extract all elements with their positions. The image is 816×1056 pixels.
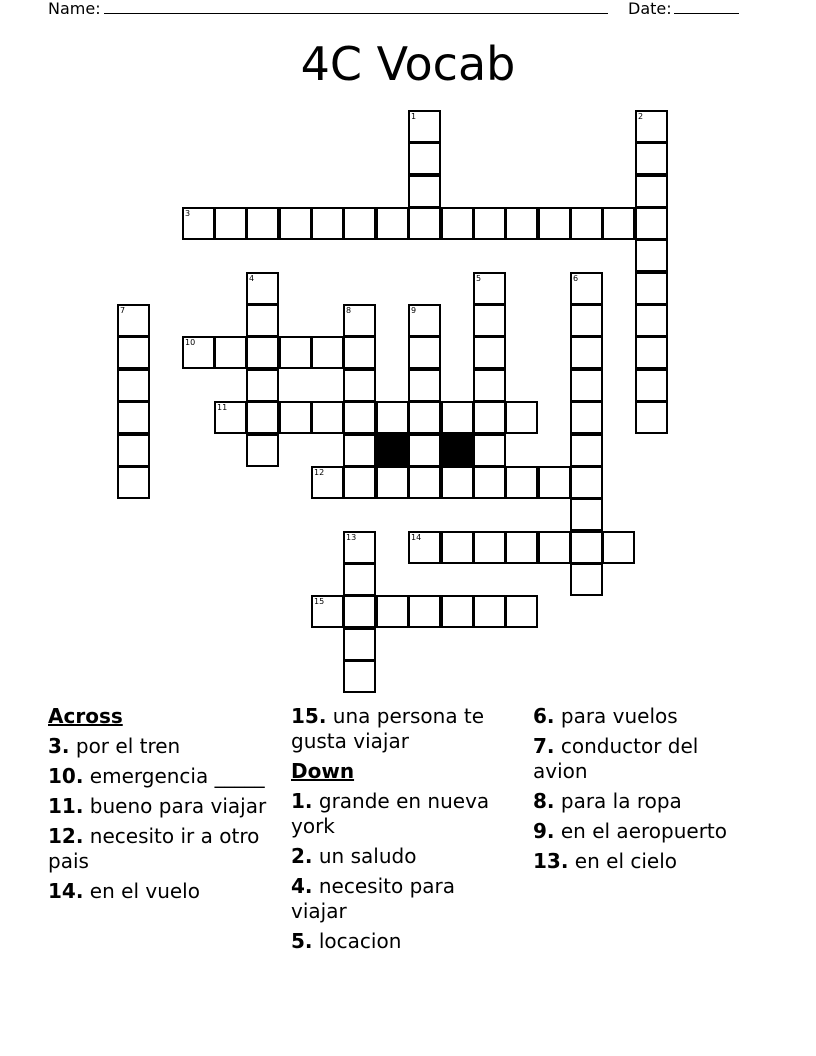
crossword-cell[interactable] [441, 401, 474, 434]
crossword-cell[interactable] [570, 466, 603, 499]
crossword-cell[interactable] [279, 401, 312, 434]
crossword-cell[interactable] [311, 207, 344, 240]
crossword-cell[interactable] [376, 401, 409, 434]
clue-across-11 [48, 794, 273, 819]
cell-number: 3 [185, 209, 191, 218]
crossword-cell[interactable] [117, 336, 150, 369]
crossword-cell[interactable] [408, 401, 441, 434]
crossword-cell[interactable] [343, 336, 376, 369]
clue-text: emergencia _____ [89, 764, 265, 788]
clue-number: 3. [48, 734, 70, 758]
crossword-cell[interactable] [408, 531, 441, 564]
crossword-cell[interactable] [246, 272, 279, 305]
cell-number: 9 [411, 306, 417, 315]
crossword-cell[interactable] [473, 304, 506, 337]
crossword-cell[interactable] [376, 466, 409, 499]
clue-number: 13. [533, 849, 569, 873]
crossword-cell[interactable] [408, 434, 441, 467]
across-heading: Across [48, 704, 123, 728]
crossword-block [376, 434, 409, 467]
crossword-cell[interactable] [246, 207, 279, 240]
crossword-cell[interactable] [441, 595, 474, 628]
crossword-cell[interactable] [635, 110, 668, 143]
crossword-cell[interactable] [441, 531, 474, 564]
crossword-cell[interactable] [117, 369, 150, 402]
clue-text: por el tren [75, 734, 181, 758]
clues-column-1 [48, 704, 273, 909]
crossword-cell[interactable] [441, 207, 474, 240]
clue-down-2 [291, 844, 516, 869]
cell-number: 7 [120, 306, 126, 315]
cell-number: 1 [411, 112, 417, 121]
clue-number: 12. [48, 824, 84, 848]
clue-number: 11. [48, 794, 84, 818]
crossword-block [441, 434, 474, 467]
crossword-cell[interactable] [311, 466, 344, 499]
crossword-cell[interactable] [408, 110, 441, 143]
cell-number: 15 [314, 597, 325, 606]
crossword-cell[interactable] [343, 304, 376, 337]
crossword-cell[interactable] [214, 401, 247, 434]
crossword-cell[interactable] [570, 304, 603, 337]
crossword-cell[interactable] [505, 401, 538, 434]
crossword-cell[interactable] [117, 401, 150, 434]
crossword-cell[interactable] [343, 207, 376, 240]
crossword-cell[interactable] [246, 401, 279, 434]
clue-text: necesito para viajar [291, 874, 455, 923]
crossword-cell[interactable] [635, 175, 668, 208]
clue-number: 14. [48, 879, 84, 903]
crossword-cell[interactable] [343, 434, 376, 467]
clue-number: 4. [291, 874, 313, 898]
clue-down-1 [291, 789, 516, 839]
crossword-cell[interactable] [246, 336, 279, 369]
cell-number: 11 [217, 403, 228, 412]
crossword-cell[interactable] [570, 207, 603, 240]
clues-column-2 [291, 704, 516, 959]
crossword-cell[interactable] [343, 660, 376, 693]
crossword-cell[interactable] [538, 531, 571, 564]
cell-number: 13 [346, 533, 357, 542]
clue-across-3 [48, 734, 273, 759]
crossword-cell[interactable] [408, 207, 441, 240]
crossword-cell[interactable] [538, 466, 571, 499]
clues-column-3 [533, 704, 758, 879]
clue-text: en el vuelo [89, 879, 200, 903]
crossword-cell[interactable] [408, 369, 441, 402]
clue-text: para la ropa [560, 789, 682, 813]
clue-across-14 [48, 879, 273, 904]
crossword-cell[interactable] [570, 369, 603, 402]
crossword-cell[interactable] [570, 434, 603, 467]
crossword-cell[interactable] [311, 595, 344, 628]
clue-number: 8. [533, 789, 555, 813]
clue-number: 1. [291, 789, 313, 813]
cell-number: 10 [185, 338, 196, 347]
crossword-cell[interactable] [505, 466, 538, 499]
crossword-cell[interactable] [343, 369, 376, 402]
crossword-cell[interactable] [635, 142, 668, 175]
clue-text: grande en nueva york [291, 789, 490, 838]
clue-number: 7. [533, 734, 555, 758]
crossword-cell[interactable] [441, 466, 474, 499]
crossword-cell[interactable] [635, 207, 668, 240]
clue-down-4 [291, 874, 516, 924]
crossword-cell[interactable] [635, 369, 668, 402]
crossword-cell[interactable] [214, 336, 247, 369]
crossword-cell[interactable] [473, 207, 506, 240]
crossword-cell[interactable] [570, 401, 603, 434]
crossword-cell[interactable] [473, 401, 506, 434]
crossword-cell[interactable] [408, 595, 441, 628]
crossword-cell[interactable] [635, 272, 668, 305]
clue-text: para vuelos [560, 704, 678, 728]
crossword-cell[interactable] [376, 595, 409, 628]
cell-number: 6 [573, 274, 579, 283]
crossword-cell[interactable] [343, 628, 376, 661]
crossword-cell[interactable] [408, 304, 441, 337]
crossword-cell[interactable] [343, 466, 376, 499]
crossword-cell[interactable] [311, 401, 344, 434]
crossword-cell[interactable] [311, 336, 344, 369]
clue-text: en el aeropuerto [560, 819, 727, 843]
clue-number: 15. [291, 704, 327, 728]
crossword-cell[interactable] [408, 466, 441, 499]
clue-down-5 [291, 929, 516, 954]
date-label: Date: [628, 0, 672, 18]
crossword-cell[interactable] [602, 207, 635, 240]
crossword-cell[interactable] [117, 466, 150, 499]
crossword-cell[interactable] [473, 434, 506, 467]
crossword-cell[interactable] [408, 336, 441, 369]
clue-number: 10. [48, 764, 84, 788]
clue-across-10 [48, 764, 273, 789]
crossword-cell[interactable] [570, 336, 603, 369]
crossword-cell[interactable] [117, 434, 150, 467]
clue-text: un saludo [318, 844, 417, 868]
crossword-cell[interactable] [246, 369, 279, 402]
cell-number: 14 [411, 533, 422, 542]
clue-text: en el cielo [574, 849, 678, 873]
crossword-cell[interactable] [473, 369, 506, 402]
crossword-cell[interactable] [473, 466, 506, 499]
crossword-cell[interactable] [570, 498, 603, 531]
crossword-cell[interactable] [635, 401, 668, 434]
clue-across-15 [291, 704, 516, 754]
crossword-cell[interactable] [538, 207, 571, 240]
page-title: 4C Vocab [300, 37, 516, 91]
crossword-cell[interactable] [246, 304, 279, 337]
crossword-cell[interactable] [505, 595, 538, 628]
cell-number: 5 [476, 274, 482, 283]
crossword-cell[interactable] [182, 336, 215, 369]
cell-number: 12 [314, 468, 325, 477]
clue-down-7 [533, 734, 758, 784]
crossword-cell[interactable] [473, 336, 506, 369]
crossword-cell[interactable] [570, 531, 603, 564]
crossword-cell[interactable] [635, 304, 668, 337]
crossword-cell[interactable] [343, 531, 376, 564]
clue-down-6 [533, 704, 758, 729]
crossword-cell[interactable] [570, 272, 603, 305]
clue-number: 2. [291, 844, 313, 868]
crossword-cell[interactable] [635, 336, 668, 369]
cell-number: 2 [638, 112, 644, 121]
clue-text: una persona te gusta viajar [291, 704, 485, 753]
clue-number: 9. [533, 819, 555, 843]
clue-down-8 [533, 789, 758, 814]
crossword-cell[interactable] [279, 207, 312, 240]
crossword-cell[interactable] [117, 304, 150, 337]
crossword-cell[interactable] [279, 336, 312, 369]
clue-number: 6. [533, 704, 555, 728]
crossword-cell[interactable] [343, 563, 376, 596]
crossword-cell[interactable] [635, 239, 668, 272]
crossword-cell[interactable] [246, 434, 279, 467]
crossword-cell[interactable] [214, 207, 247, 240]
crossword-cell[interactable] [473, 595, 506, 628]
down-heading: Down [291, 759, 355, 783]
clue-down-13 [533, 849, 758, 874]
crossword-cell[interactable] [570, 563, 603, 596]
crossword-cell[interactable] [473, 531, 506, 564]
crossword-cell[interactable] [182, 207, 215, 240]
crossword-cell[interactable] [505, 207, 538, 240]
clue-across-12 [48, 824, 273, 874]
crossword-cell[interactable] [408, 142, 441, 175]
clue-text: conductor del avion [533, 734, 699, 783]
clue-text: necesito ir a otro pais [48, 824, 260, 873]
crossword-cell[interactable] [343, 401, 376, 434]
crossword-cell[interactable] [376, 207, 409, 240]
clue-text: locacion [318, 929, 402, 953]
cell-number: 4 [249, 274, 255, 283]
name-label: Name: [48, 0, 101, 18]
clue-number: 5. [291, 929, 313, 953]
crossword-cell[interactable] [473, 272, 506, 305]
crossword-cell[interactable] [505, 531, 538, 564]
cell-number: 8 [346, 306, 352, 315]
crossword-cell[interactable] [343, 595, 376, 628]
clue-down-9 [533, 819, 758, 844]
clue-text: bueno para viajar [89, 794, 267, 818]
crossword-cell[interactable] [408, 175, 441, 208]
crossword-cell[interactable] [602, 531, 635, 564]
